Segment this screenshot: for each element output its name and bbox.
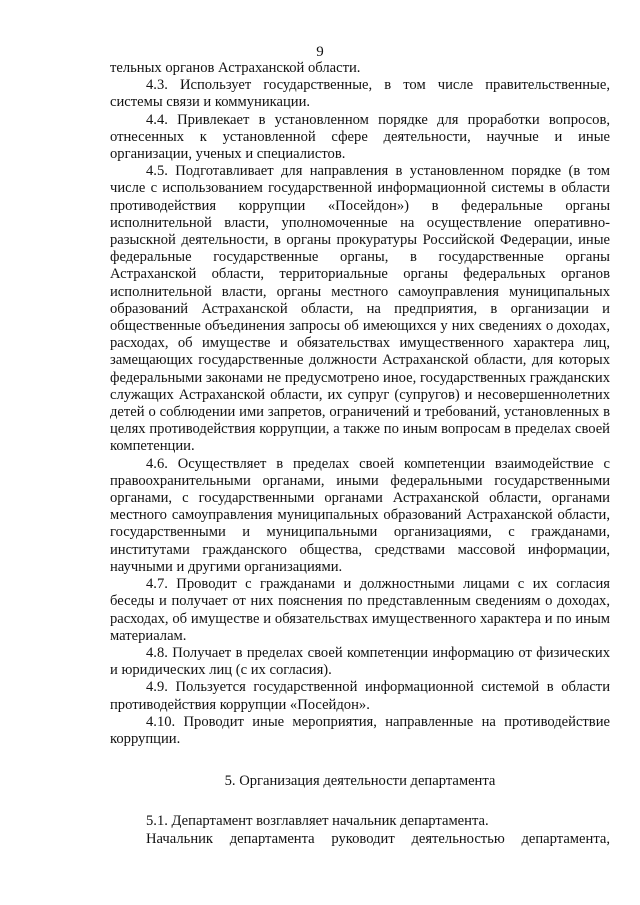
paragraph-5-1-continuation: Начальник департамента руководит деятельностью департамента, — [146, 830, 610, 847]
section-heading: 5. Организация деятельности департамента — [224, 773, 496, 790]
paragraph-4-6: 4.6. Осуществляет в пределах своей компетенции взаимодействие с правоохранительными органами, иными федеральными государственными органами, с государственными органами Астраханской области, органами местного самоуправления муниципальных образований Астраханской области, государственными и муниципальными организациями, с гражданами, институтами гражданского общества, средствами массовой информации, научными и другими организациями. — [110, 455, 610, 575]
paragraph-4-10: 4.10. Проводит иные мероприятия, направленные на противодействие коррупции. — [110, 713, 610, 747]
paragraph-4-4: 4.4. Привлекает в установленном порядке для проработки вопросов, отнесенных к установленной сфере деятельности, научные и иные организации, ученых и специалистов. — [110, 111, 610, 163]
paragraph-4-7: 4.7. Проводит с гражданами и должностными лицами с их согласия беседы и получает от них пояснения по представленным сведениям о доходах, расходах, об имуществе и обязательствах имущественного характера и по иным материалам. — [110, 576, 610, 644]
document-body — [110, 60, 610, 848]
paragraph-4-3: 4.3. Использует государственные, в том числе правительственные, системы связи и коммуникации. — [110, 77, 610, 111]
page-number: 9 — [316, 44, 324, 60]
paragraph-4-8: 4.8. Получает в пределах своей компетенции информацию от физических и юридических лиц (с их согласия). — [110, 644, 610, 679]
paragraph-4-5: 4.5. Подготавливает для направления в установленном порядке (в том числе с использованием государственной информационной системы в области противодействия коррупции «Посейдон») в федеральные органы исполнительной власти, уполномоченные на осуществление оперативно-разыскной деятельности, в органы прокуратуры Российской Федерации, иные федеральные государственные органы, в государственные органы Астраханской области, территориальные органы федеральных органов исполнительной власти, органы местного самоуправления муниципальных образований Астраханской области, на предприятия, в организации и общественные объединения запросы об имеющихся у них сведениях о доходах, расходах, об имуществе и обязательствах имущественного характера лиц, замещающих государственные должности Астраханской области, для которых федеральными законами не предусмотрено иное, государственных гражданских служащих Астраханской области, их супруг (супругов) и несовершеннолетних детей о соблюдении ими запретов, ограничений и требований, установленных в целях противодействия коррупции, а также по иным вопросам в пределах своей компетенции. — [110, 163, 610, 455]
paragraph-4-9: 4.9. Пользуется государственной информационной системой в области противодействия коррупции «Посейдон». — [110, 679, 610, 713]
paragraph-continuation: тельных органов Астраханской области. — [110, 60, 361, 76]
paragraph-5-1: 5.1. Департамент возглавляет начальник департамента. — [146, 813, 489, 830]
